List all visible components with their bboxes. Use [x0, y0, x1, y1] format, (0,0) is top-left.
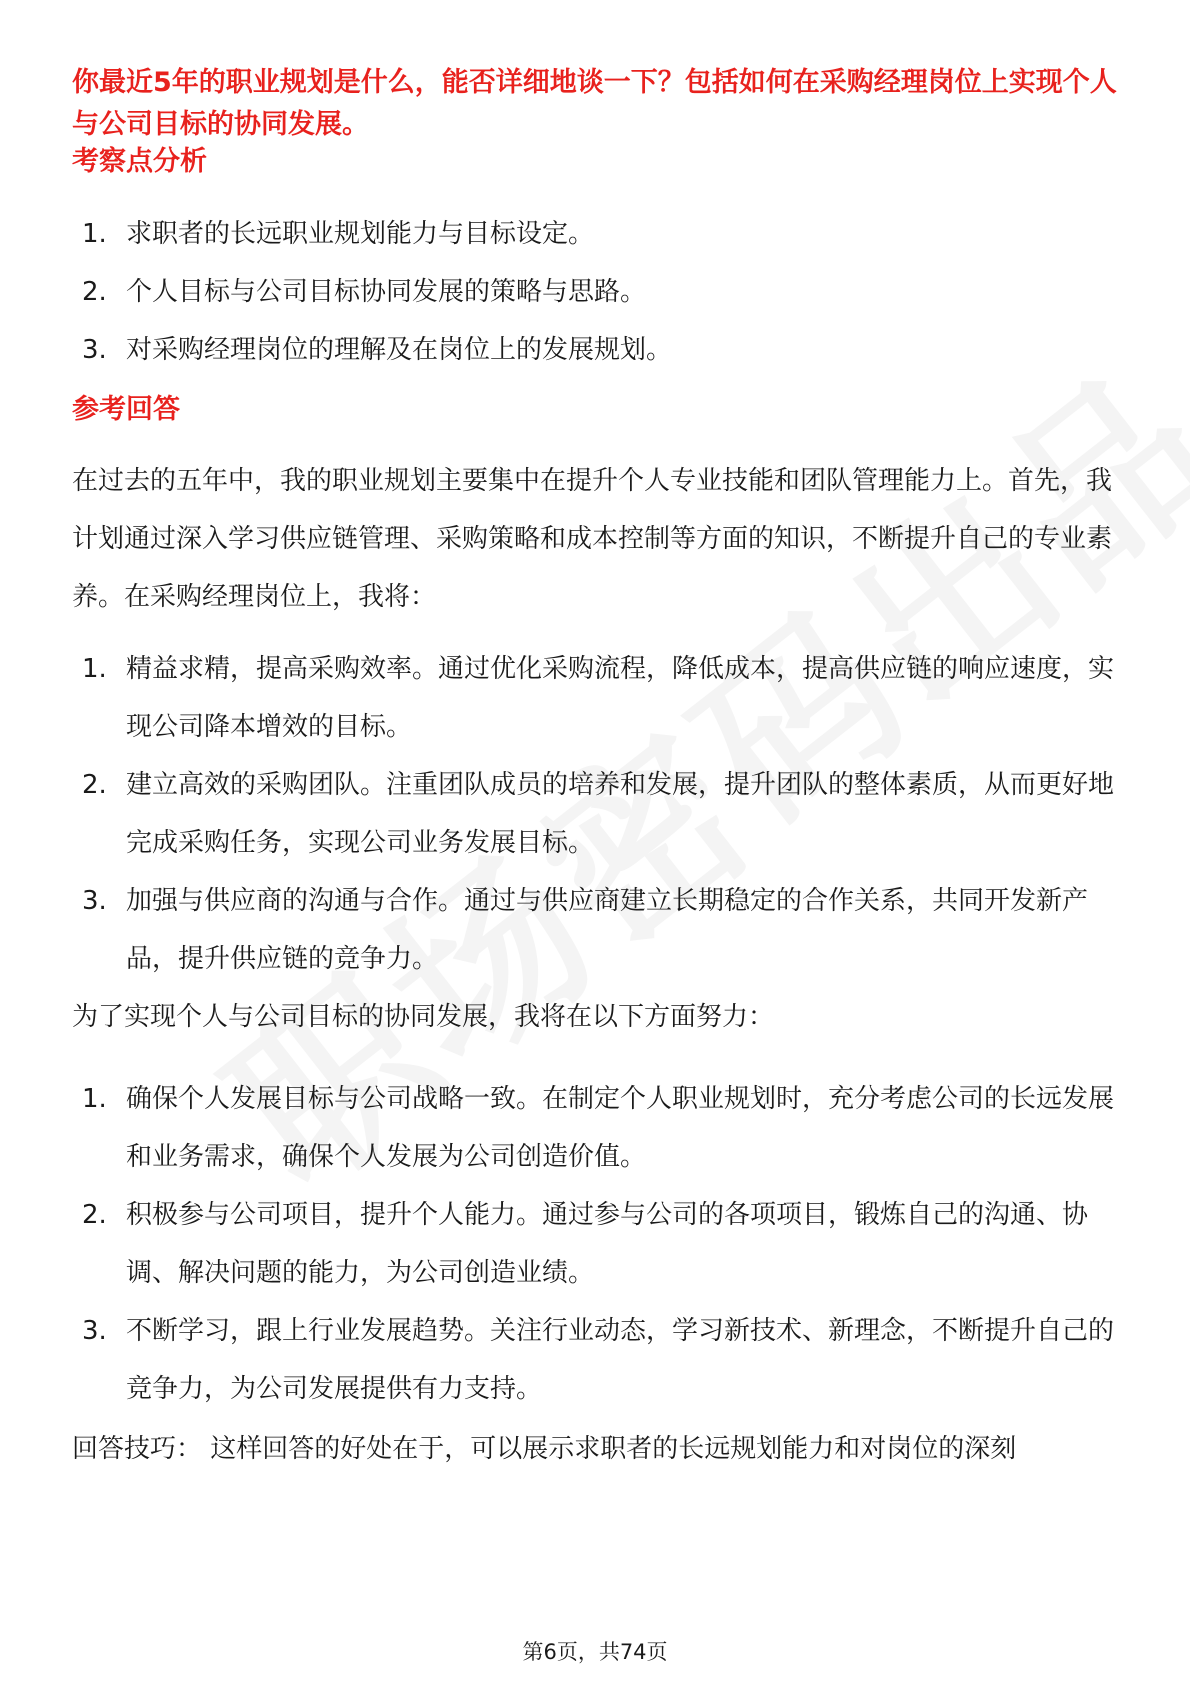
page-footer: 第6页，共74页 — [522, 1640, 668, 1664]
answer-sync-list — [82, 1070, 1118, 1418]
list-item: 2. 积极参与公司项目，提升个人能力。通过参与公司的各项项目，锻炼自己的沟通、协调、解决问题的能力，为公司创造业绩。 — [82, 1200, 1089, 1288]
list-item: 2. 个人目标与公司目标协同发展的策略与思路。 — [82, 277, 647, 307]
list-item: 3. 对采购经理岗位的理解及在岗位上的发展规划。 — [82, 335, 673, 365]
list-item: 3. 加强与供应商的沟通与合作。通过与供应商建立长期稳定的合作关系，共同开发新产品，提升供应链的竞争力。 — [82, 886, 1089, 974]
list-item: 1. 确保个人发展目标与公司战略一致。在制定个人职业规划时，充分考虑公司的长远发展和业务需求，确保个人发展为公司创造价值。 — [82, 1084, 1115, 1172]
list-item: 1. 求职者的长远职业规划能力与目标设定。 — [82, 219, 595, 249]
analysis-list — [82, 205, 1118, 379]
answer-plan-list — [82, 640, 1118, 988]
answer-heading: 参考回答 — [72, 394, 180, 425]
answer-transition: 为了实现个人与公司目标的协同发展，我将在以下方面努力： — [72, 1002, 775, 1032]
analysis-heading: 考察点分析 — [72, 146, 207, 177]
list-item: 3. 不断学习，跟上行业发展趋势。关注行业动态，学习新技术、新理念，不断提升自己的竞争力，为公司发展提供有力支持。 — [82, 1316, 1115, 1404]
list-item: 2. 建立高效的采购团队。注重团队成员的培养和发展，提升团队的整体素质，从而更好地完成采购任务，实现公司业务发展目标。 — [82, 770, 1115, 858]
list-item: 1. 精益求精，提高采购效率。通过优化采购流程，降低成本，提高供应链的响应速度，实现公司降本增效的目标。 — [82, 654, 1115, 742]
question-title: 你最近5年的职业规划是什么，能否详细地谈一下？包括如何在采购经理岗位上实现个人与公司目标的协同发展。 — [72, 67, 1117, 140]
answer-tip: 回答技巧： 这样回答的好处在于，可以展示求职者的长远规划能力和对岗位的深刻 — [72, 1434, 1017, 1464]
answer-intro: 在过去的五年中，我的职业规划主要集中在提升个人专业技能和团队管理能力上。首先，我计划通过深入学习供应链管理、采购策略和成本控制等方面的知识，不断提升自己的专业素养。在采购经理岗位上，我将： — [72, 466, 1113, 612]
